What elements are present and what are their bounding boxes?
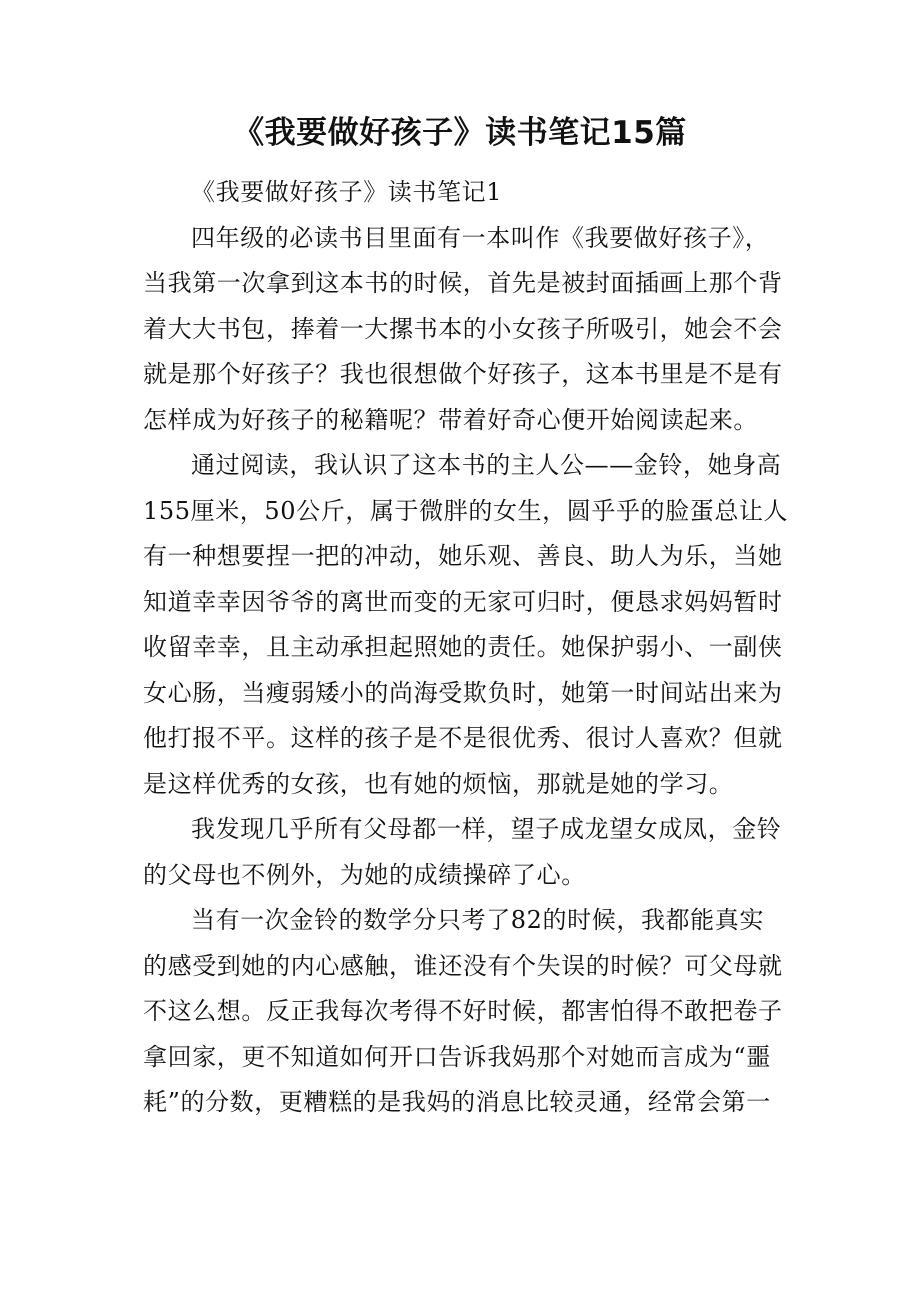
paragraph-line: 知道幸幸因爷爷的离世而变的无家可归时，便恳求妈妈暂时 (143, 587, 783, 616)
paragraph-line: 着大大书包，捧着一大摞书本的小女孩子所吸引，她会不会 (143, 314, 783, 343)
paragraph-line: 就是那个好孩子？我也很想做个好孩子，这本书里是不是有 (143, 360, 783, 388)
paragraph-line: 四年级的必读书目里面有一本叫作《我要做好孩子》， (191, 223, 770, 252)
document-body (143, 170, 789, 1126)
section-heading: 《我要做好孩子》读书笔记1 (191, 178, 503, 206)
paragraph-line: 女心肠，当瘦弱矮小的尚海受欺负时，她第一时间站出来为 (143, 678, 783, 707)
paragraph-line: 155厘米，50公斤，属于微胖的女生，圆乎乎的脸蛋总让人 (143, 496, 789, 525)
paragraph-line: 的感受到她的内心感触，谁还没有个失误的时候？可父母就 (143, 951, 783, 980)
document-title: 《我要做好孩子》读书笔记15篇 (233, 115, 687, 151)
paragraph-line: 怎样成为好孩子的秘籍呢？带着好奇心便开始阅读起来。 (143, 405, 758, 434)
paragraph-line: 收留幸幸，且主动承担起照她的责任。她保护弱小、一副侠 (143, 633, 783, 661)
paragraph-line: 耗”的分数，更糟糕的是我妈的消息比较灵通，经常会第一 (143, 1088, 771, 1116)
paragraph-line: 当我第一次拿到这本书的时候，首先是被封面插画上那个背 (143, 269, 783, 297)
paragraph-line: 有一种想要捏一把的冲动，她乐观、善良、助人为乐，当她 (143, 542, 783, 570)
paragraph-line: 不这么想。反正我每次考得不好时候，都害怕得不敢把卷子 (143, 997, 783, 1025)
paragraph-line: 拿回家，更不知道如何开口告诉我妈那个对她而言成为“噩 (143, 1042, 771, 1071)
paragraph-line: 通过阅读，我认识了这本书的主人公——金铃，她身高 (191, 451, 782, 479)
paragraph-line: 的父母也不例外，为她的成绩操碎了心。 (143, 860, 586, 889)
paragraph-line: 他打报不平。这样的孩子是不是很优秀、很讨人喜欢？但就 (143, 724, 783, 752)
paragraph-line: 我发现几乎所有父母都一样，望子成龙望女成凤，金铃 (191, 815, 782, 843)
paragraph-line: 当有一次金铃的数学分只考了82的时候，我都能真实 (191, 906, 764, 934)
paragraph-line: 是这样优秀的女孩，也有她的烦恼，那就是她的学习。 (143, 769, 734, 798)
